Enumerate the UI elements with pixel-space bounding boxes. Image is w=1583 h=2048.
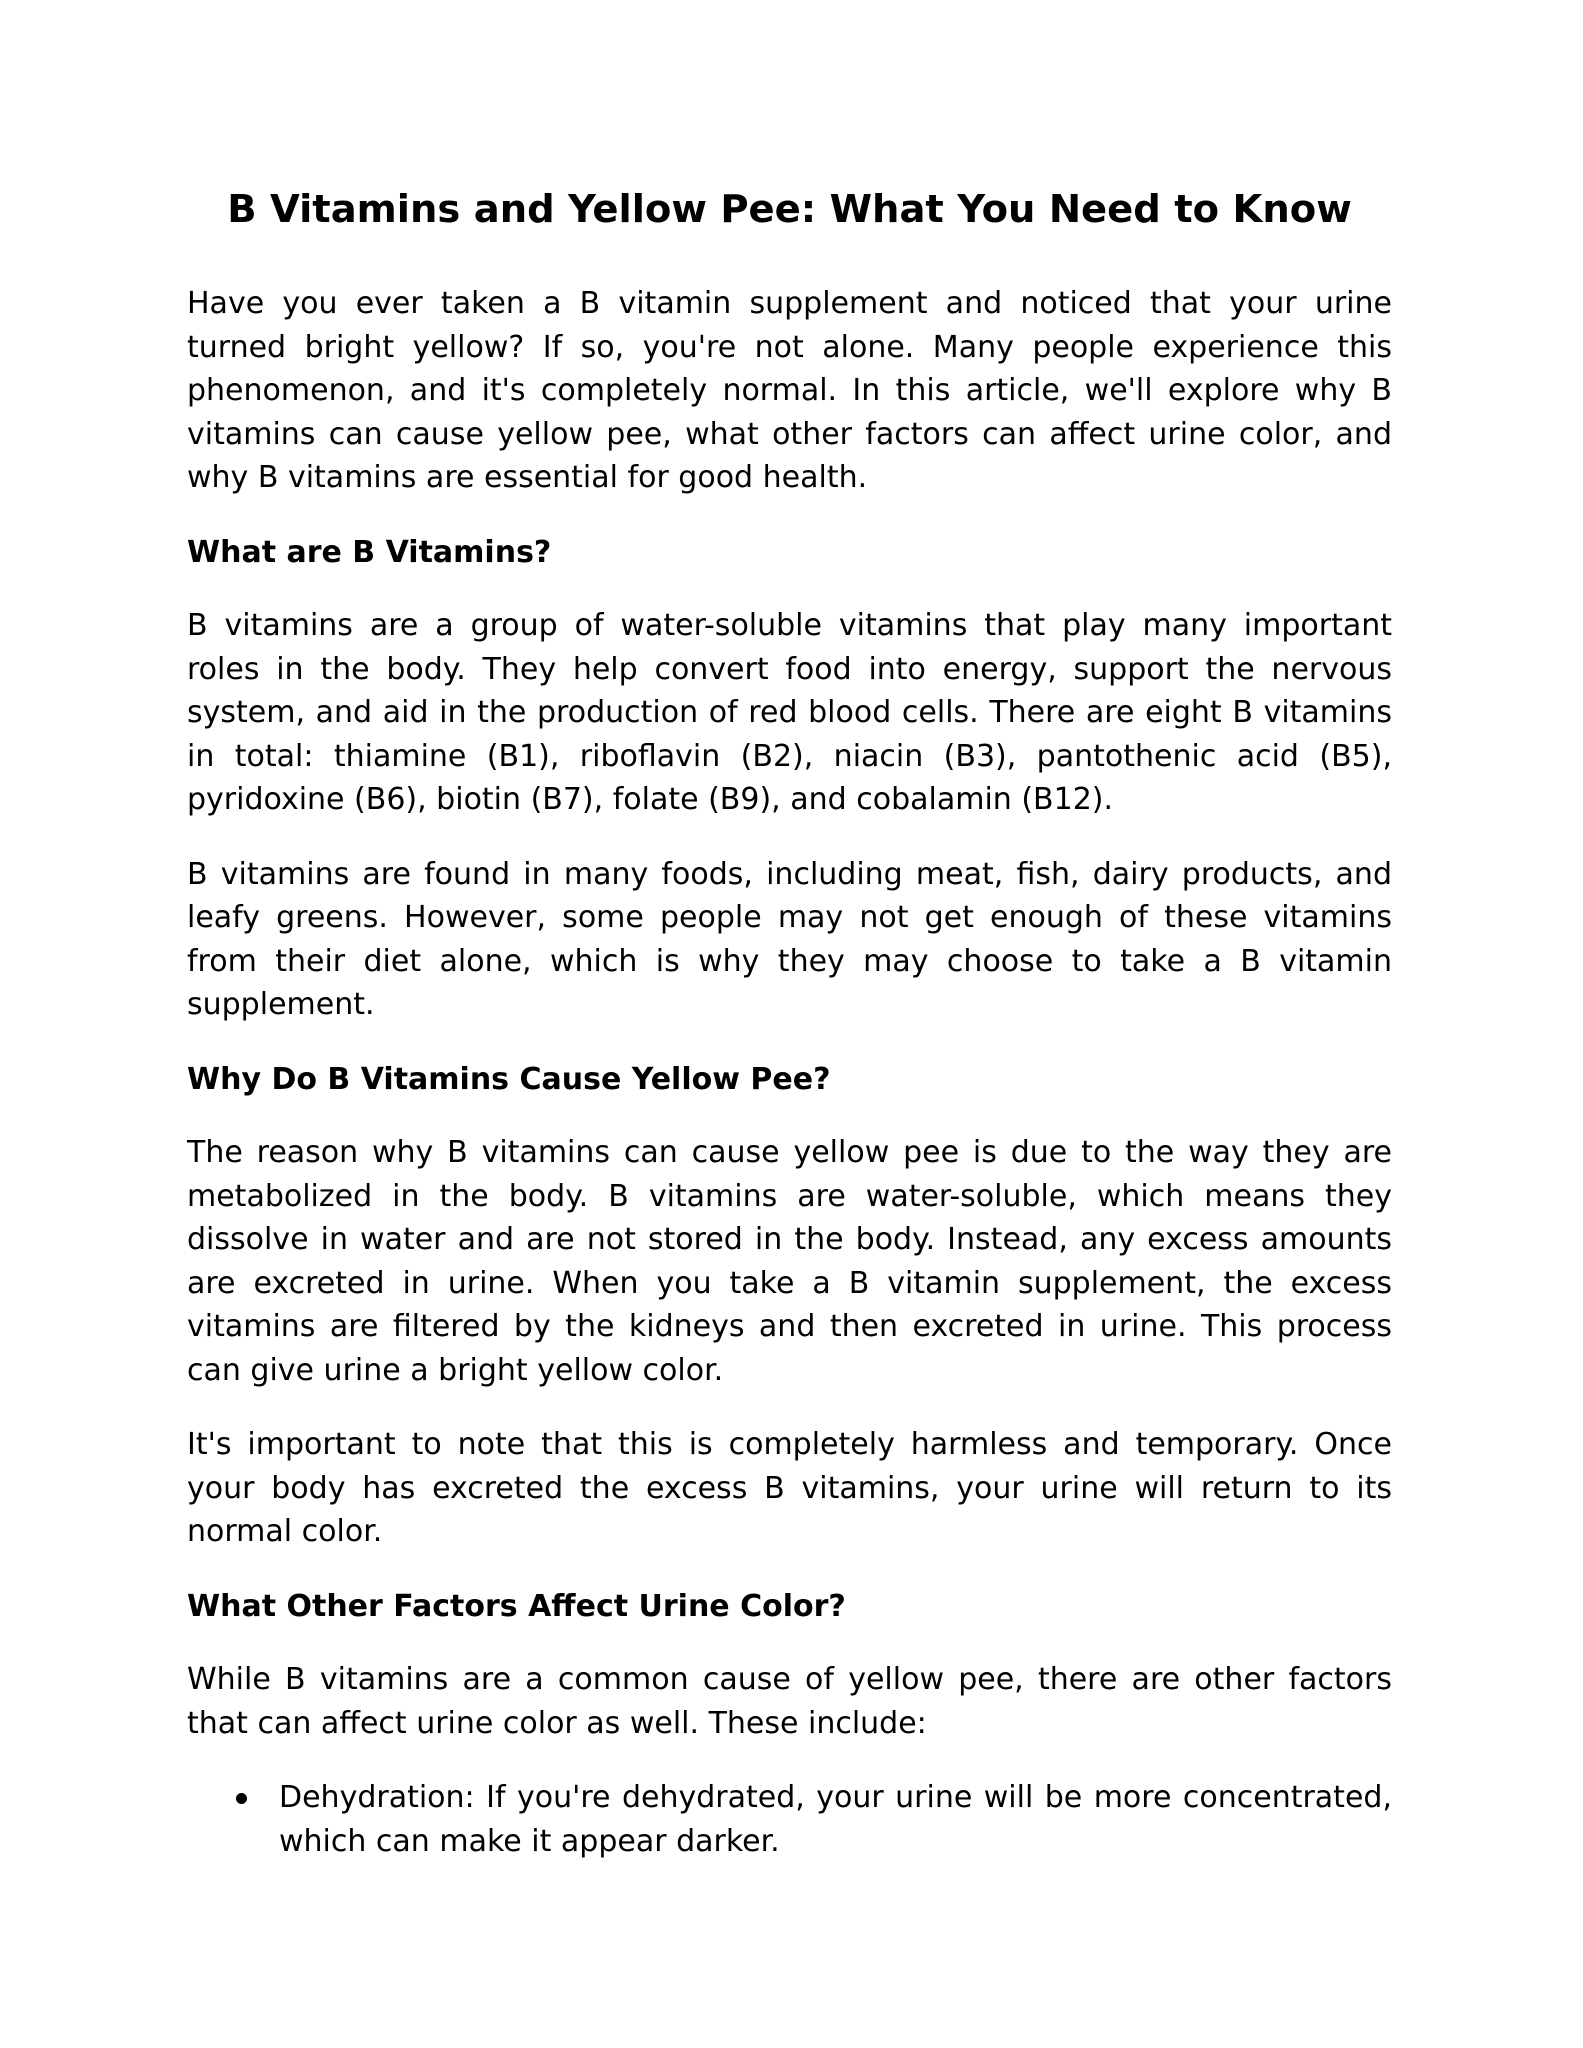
body-paragraph: B vitamins are found in many foods, including meat, fish, dairy products, and leafy greens. However, some people may not get enough of these vitamins from their diet alone, which is why they may choose to take a B vitamin supplement. — [187, 856, 1392, 1022]
body-paragraph: It's important to note that this is completely harmless and temporary. Once your body has excreted the excess B vitamins, your urine will return to its normal color. — [187, 1427, 1392, 1549]
section-other-factors — [187, 1585, 1392, 1864]
document-page — [187, 182, 1392, 1863]
body-paragraph: While B vitamins are a common cause of yellow pee, there are other factors that can affect urine color as well. These include: — [187, 1662, 1392, 1741]
section-why-yellow-pee — [187, 1058, 1392, 1554]
bullet-icon — [236, 1793, 247, 1804]
list-item-text: Dehydration: If you're dehydrated, your urine will be more concentrated, which can make it appear darker. — [279, 1780, 1392, 1859]
section-what-are-b-vitamins — [187, 531, 1392, 1027]
list-item — [187, 1776, 1392, 1863]
section-heading: Why Do B Vitamins Cause Yellow Pee? — [187, 1061, 831, 1097]
intro-paragraph: Have you ever taken a B vitamin supplement and noticed that your urine turned bright yellow? If so, you're not alone. Many people experience this phenomenon, and it's completely normal. In this article, we'll explore why B vitamins can cause yellow pee, what other factors can affect urine color, and why B vitamins are essential for good health. — [187, 286, 1392, 495]
body-paragraph: The reason why B vitamins can cause yellow pee is due to the way they are metabolized in the body. B vitamins are water-soluble, which means they dissolve in water and are not stored in the body. Instead, any excess amounts are excreted in urine. When you take a B vitamin supplement, the excess vitamins are filtered by the kidneys and then excreted in urine. This process can give urine a bright yellow color. — [187, 1135, 1392, 1388]
bullet-list — [187, 1776, 1392, 1863]
body-paragraph: B vitamins are a group of water-soluble vitamins that play many important roles in the body. They help convert food into energy, support the nervous system, and aid in the production of red blood cells. There are eight B vitamins in total: thiamine (B1), riboflavin (B2), niacin (B3), pantothenic acid (B5), pyridoxine (B6), biotin (B7), folate (B9), and cobalamin (B12). — [187, 608, 1392, 817]
section-heading: What are B Vitamins? — [187, 534, 552, 570]
page-title: B Vitamins and Yellow Pee: What You Need to Know — [227, 187, 1352, 232]
section-heading: What Other Factors Affect Urine Color? — [187, 1588, 846, 1624]
